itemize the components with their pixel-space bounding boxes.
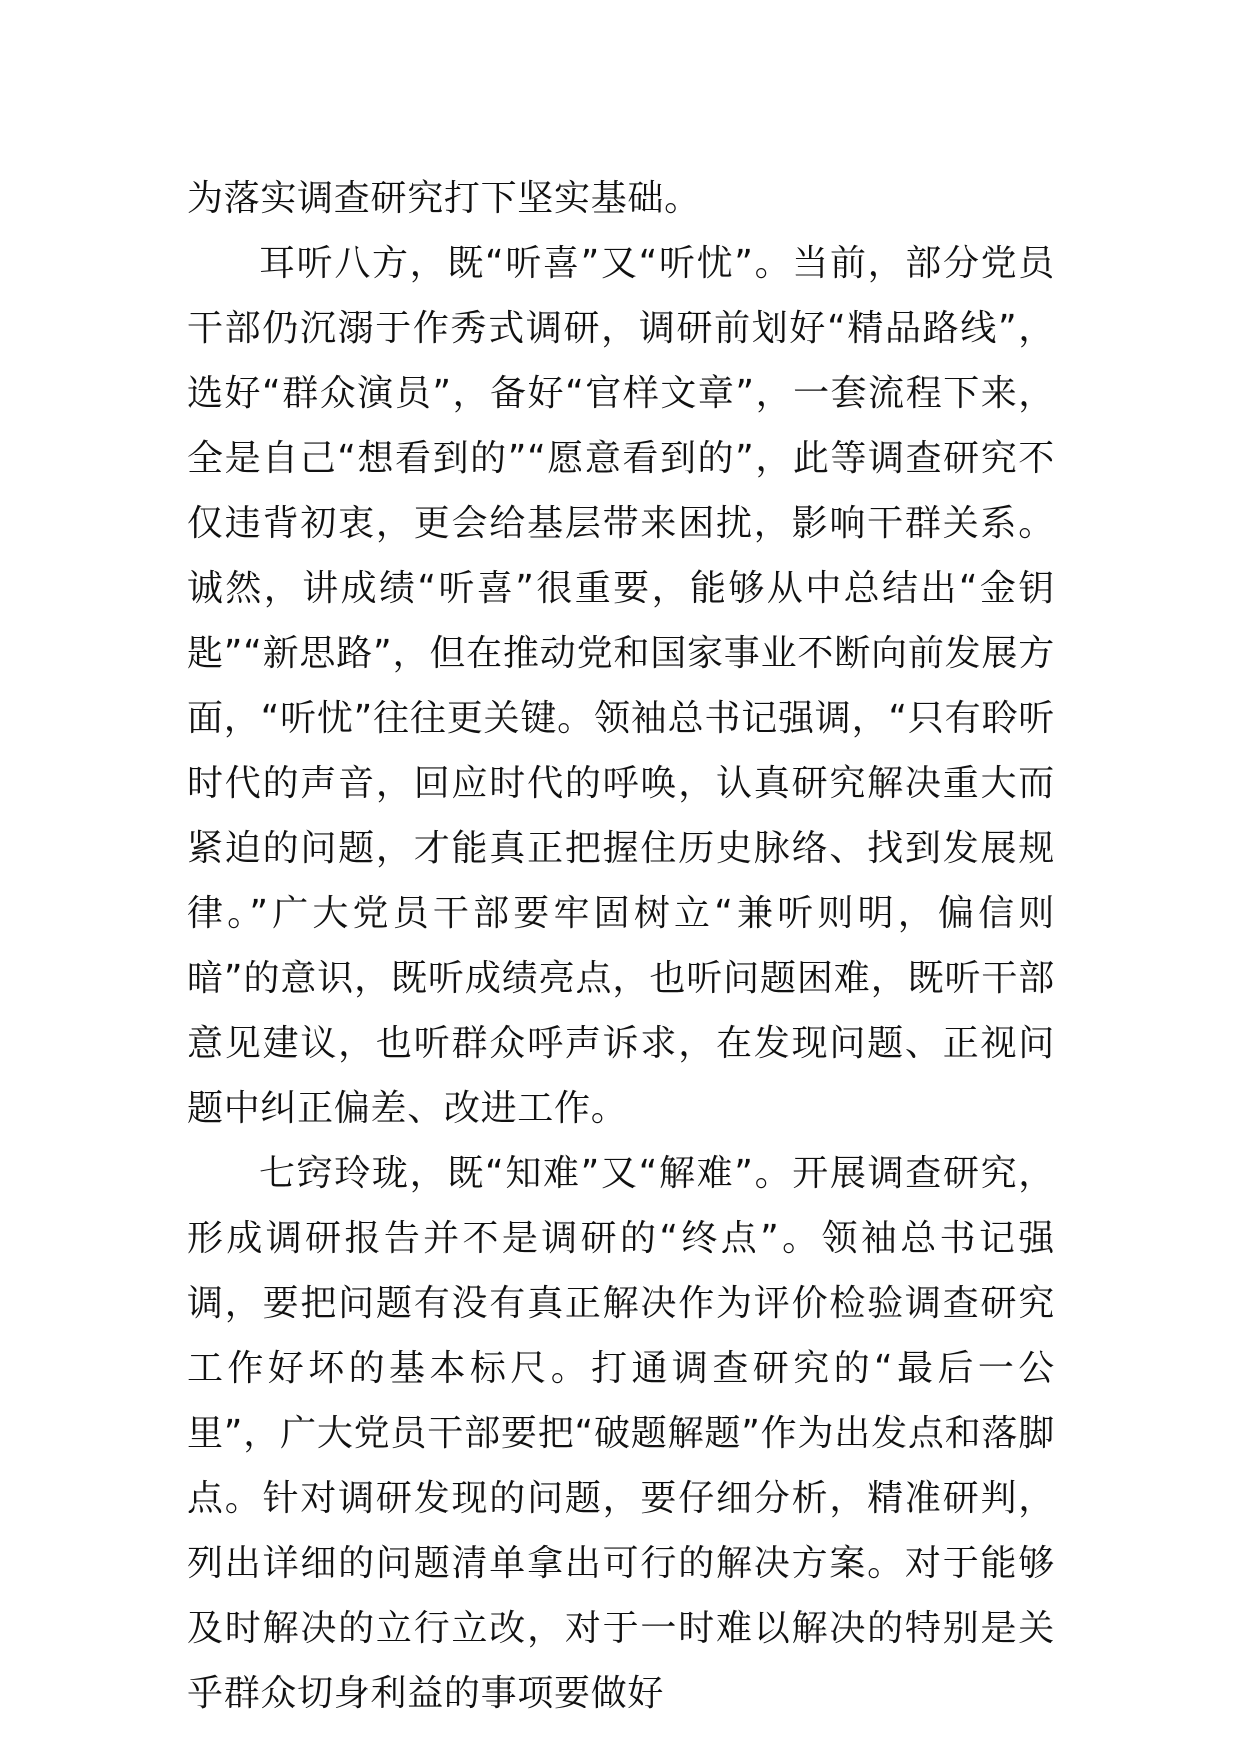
body-text — [187, 166, 1055, 1726]
paragraph-know-solve-difficulty: 七窍玲珑，既“知难”又“解难”。开展调查研究，形成调研报告并不是调研的“终点”。领袖总书记强调，要把问题有没有真正解决作为评价检验调查研究工作好坏的基本标尺。打通调查研究的“最后一公里”，广大党员干部要把“破题解题”作为出发点和落脚点。针对调研发现的问题，要仔细分析，精准研判，列出详细的问题清单拿出可行的解决方案。对于能够及时解决的立行立改，对于一时难以解决的特别是关乎群众切身利益的事项要做好 — [187, 1153, 1055, 1714]
paragraph-listen-joy-worry: 耳听八方，既“听喜”又“听忧”。当前，部分党员干部仍沉溺于作秀式调研，调研前划好“精品路线”，选好“群众演员”，备好“官样文章”，一套流程下来，全是自己“想看到的”“愿意看到的”，此等调查研究不仅违背初衷，更会给基层带来困扰，影响干群关系。诚然，讲成绩“听喜”很重要，能够从中总结出“金钥匙”“新思路”，但在推动党和国家事业不断向前发展方面，“听忧”往往更关键。领袖总书记强调，“只有聆听时代的声音，回应时代的呼唤，认真研究解决重大而紧迫的问题，才能真正把握住历史脉络、找到发展规律。”广大党员干部要牢固树立“兼听则明，偏信则暗”的意识，既听成绩亮点，也听问题困难，既听干部意见建议，也听群众呼声诉求，在发现问题、正视问题中纠正偏差、改进工作。 — [187, 243, 1055, 1129]
paragraph-continued: 为落实调查研究打下坚实基础。 — [187, 178, 701, 219]
